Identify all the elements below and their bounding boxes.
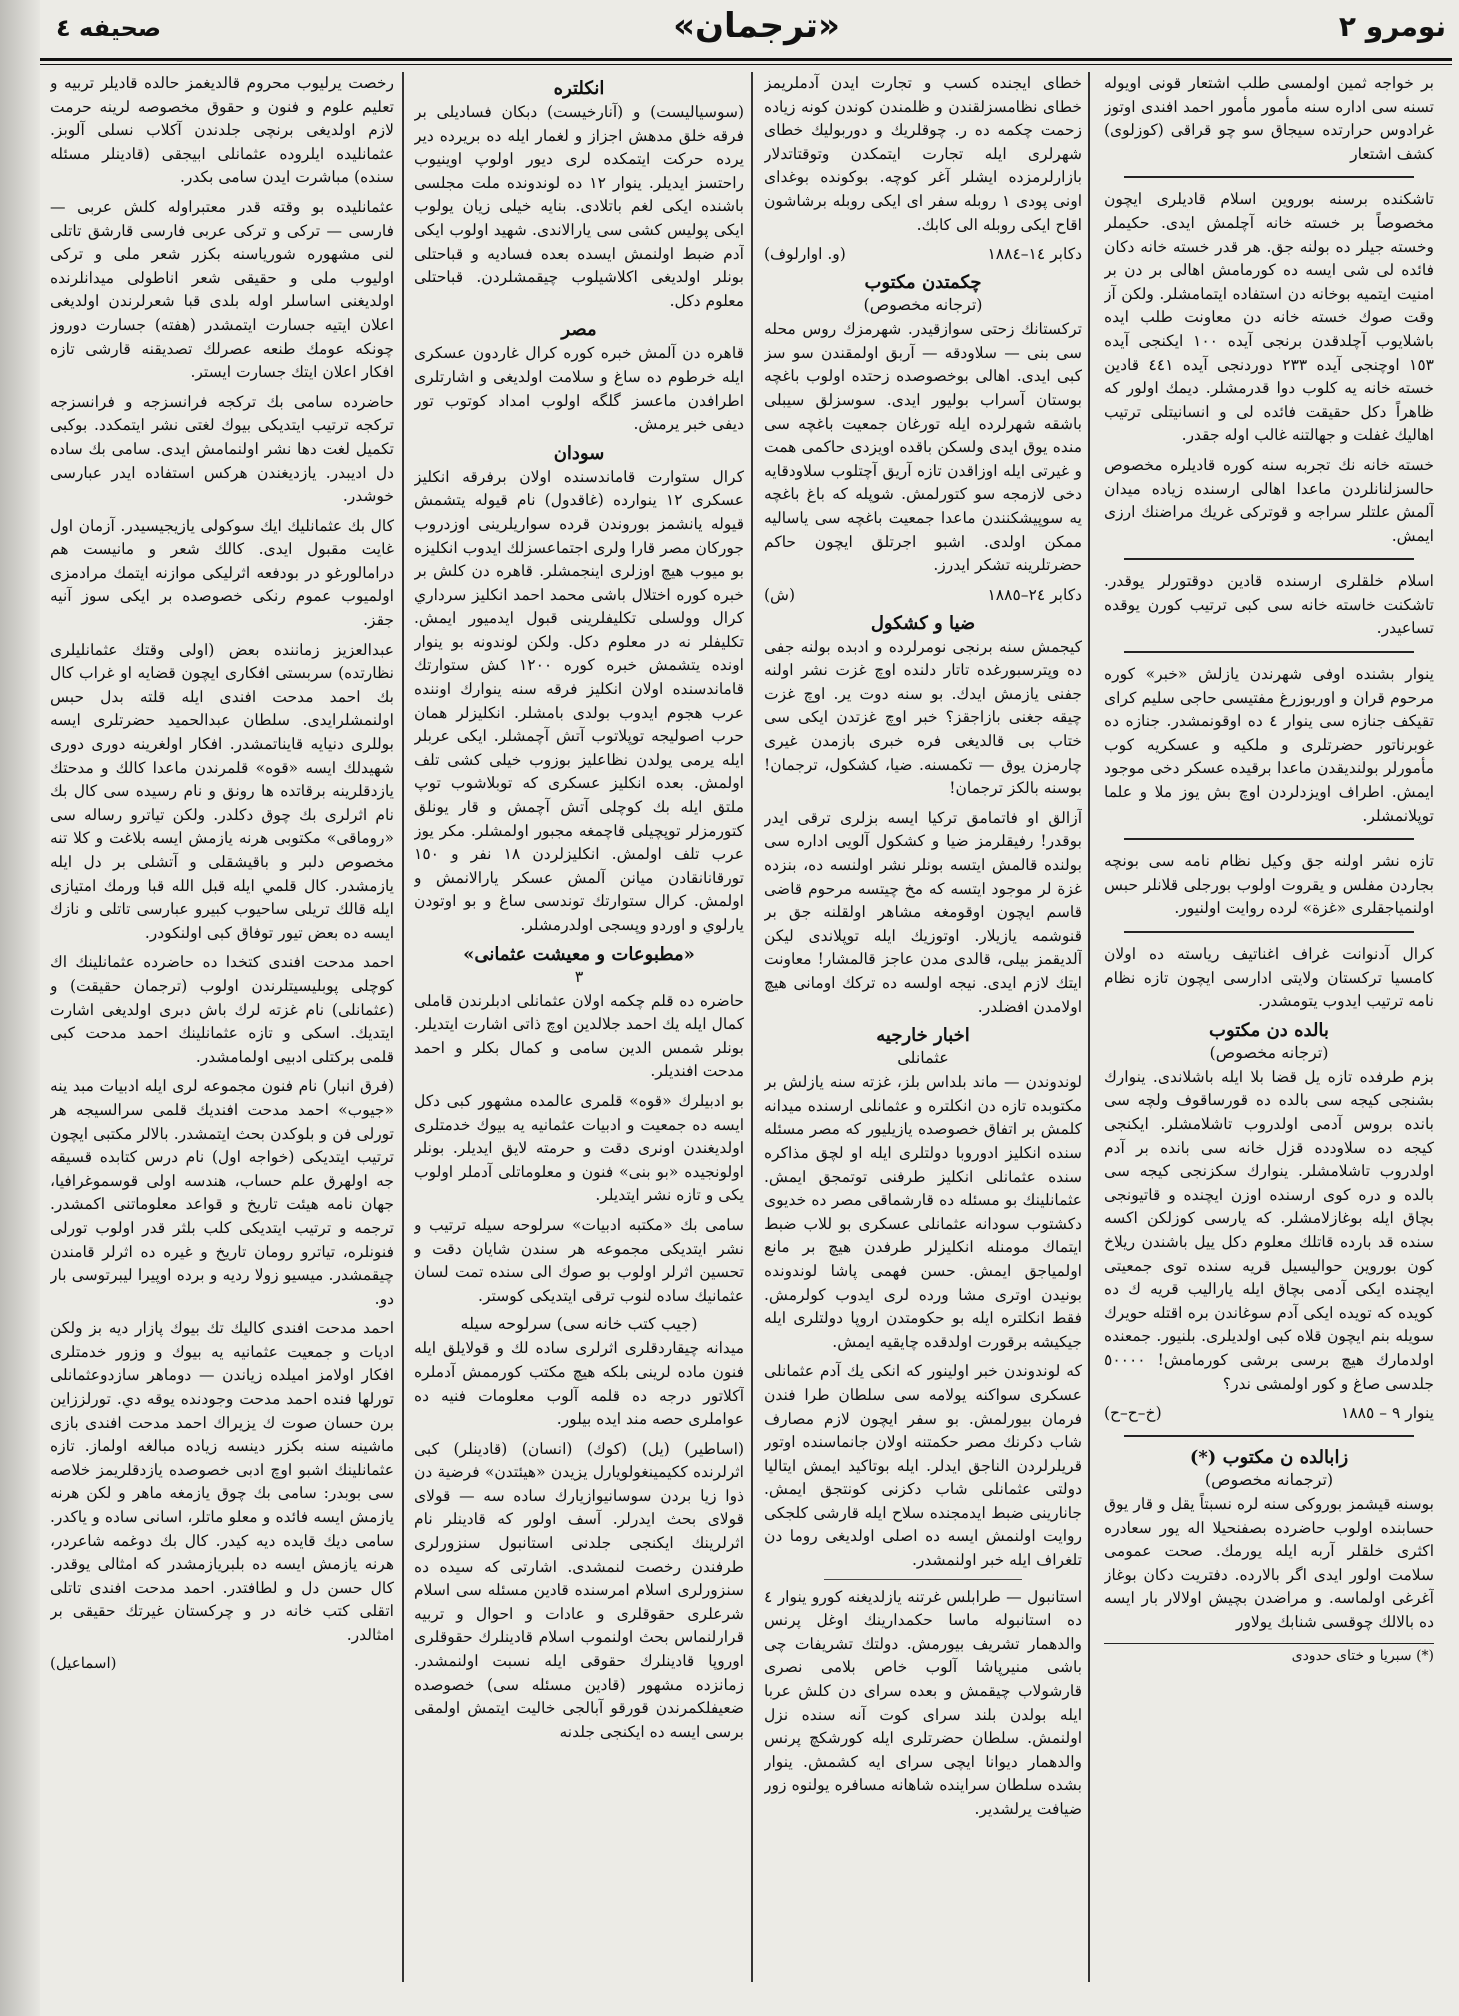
section-separator xyxy=(1124,176,1414,178)
article-paragraph: كه لوندوندن خبر اولينور كه انكى يك آدم عثمانلى عسكرى سواكنه يولامه سى سلطان طرا فندن فرمان بيورلمش. بو سفر ايچون لازم مصارف شاب دكرنك مصر حكمتنه اولان جانماسنده اوتور قريلرلردن الناجق ايدلر. ايله بوتاكيد ايمش ايتاليا دولتى عثمانلى شاب دكزنى كونتجق ايمش. جانارينى ضبط ايدمجنده سلاح ايله قارشى كلجكى روايت اولنمش ايسه ده اصلى اولديغى روما دن تلغراف ايله خبر اولنمشدر. xyxy=(764,1362,1082,1570)
section-heading: اخبار خارجيه xyxy=(876,1025,970,1047)
letter-subheading: (ترجانه مخصوص) xyxy=(1209,1042,1329,1062)
article-paragraph: بر خواجه ثمين اولمسى طلب اشتعار قونى اويوله تسنه سى اداره سنه مأمور مأمور احمد افندى اوتوز غرادوس حرارتده سيجاق سو چو قراقى (كوزلوى) كشف اشتعار xyxy=(1104,74,1434,163)
article-paragraph: آزالق او فاتمامق تركيا ايسه بزلرى ترقى ايدر بوقدر! رفيقلرمز ضيا و كشكول آلويى اداره سى بولنده قالمش ايتسه بونلر نشر اولنسه ده، بنزده غزة لر موجود ايتسه كه مخ چيتسه مرحوم قاضى قاسم ايچون اوقومغه مشاهر اولقلنه جق بر قنوشمه يازيلار. اوتوزيك ايله توپلاندى ليكن آلديقمز بيلى، قالدى مدن عاجز قالمشار! معاونت ايتك لازم ايدى. نيجه اولسه ده تركك اومانى هيچ اولامدن افضلدر. xyxy=(764,808,1082,1016)
article-paragraph: اسلام خلقلرى ارسنده قادين دوقتورلر يوقدر. تاشكنت خاسته خانه سى كبى ترتيب كورن يوقده تساعيدر. xyxy=(1104,572,1434,638)
section-heading: انكلتره xyxy=(553,78,605,99)
section-heading: سودان xyxy=(553,442,605,464)
letter-heading: بالده دن مكتوب xyxy=(1209,1019,1329,1041)
header-rule xyxy=(40,58,1452,61)
date: ينوار ٩ – ١٨٨٥ xyxy=(1341,1404,1434,1423)
article-paragraph: قاهره دن آلمش خبره كوره كرال غاردون عسكرى ايله خرطوم ده ساغ و سلامت اولديغى و اشارتلرى اطرافدن ماعسز گلگه اولوب امداد كوتوب تور ديفى خبر يرمش. xyxy=(414,344,744,434)
article-paragraph: خطاى ايجنده كسب و تجارت ايدن آدملريمز خطاى نظامسزلقندن و ظلمندن كوندن كونه زياده زحمت چكمه ده ر. چوقلريك و دوربوليك خطاى شهرلرى ايله تجارت ايتمكدن وتوقتاتدلار بازارلرمزده ايشلر آغر كوچه. بوكونده بوغداى اونى پودى ١ روبله سفر اى ايكى روبله برشاشون اقاح ايكى روبله الى كابك. xyxy=(764,74,1082,234)
article-paragraph: بزم طرفده تازه يل قضا بلا ايله باشلاندى. ينوارك بشنجى كيجه سى بالده ده قورساقوف ولچه سى بانده بروس آدمى اولدروب تاشلامشلر. ايكنجى كيجه ده سلاودده قزل خانه سى بانده بر آدم اولدروب تاشلامشلر. ينوارك سكزنجى كيجه سى بالده و دره كوى ارسنده اوزن ايچنده و قاتيونجى بچاق ايله بوغازلامشلر. كه يارسى كوزلكن اكسه سنده قد بارده قاتلك معلوم دكل ييل باشندن ريلاخ كون بوروين حواليسيل قريه سنده توى جمعيتى ايچنده ايكى آدمى بچاق ايله ياراليب قريه ك ده كويده كه تويده ايكى آدم سوغاندن بره اقتله حويرك سويله بنم ايچون قلاه كبى اولديلرى. بلنيور. جمعنده اولدمارك هيچ برسى برشى كورمامش! ٥٠٠٠٠ جلدسى صاغ و كور اولمشى ندر؟ xyxy=(1104,1067,1434,1393)
section-separator xyxy=(1124,1435,1414,1437)
article-paragraph: رخصت يرليوب محروم قالديغمز حالده قاديلر تربيه و تعليم علوم و فنون و حقوق مخصوصه لرينه حرمت لازم اولديغى برنچى جلدندن آكلاب نسلى آلوبز. عثمانليده ايلروده عثمانلى ابيجقى (قادينلر مسئله سنده) مباشرت ايدن سامى بكدر. xyxy=(50,74,394,187)
article-paragraph: تركستانك زحتى سوازقيدر. شهرمزك روس محله سى بنى — سلاودقه — آربق اولمقندن سو سز كبى ايدى. اهالى بوخصوصده زحتده اولوب باغچه بوستان آسراب بوليور ايدى. سوسزلق سيبلى باشقه شهرلرده ايله تورغان جمعيت باغچه سى منده يوق ايدى ولسكن باقده اويزدى حاكمى همت و غيرتى ايله اوزاقدن تازه آريق آچتلوب سلاودقايه دخى لازمجه سو كتورلمش. شوپله كه باغ باغچه يه سوپيشكنندن ماعدا جمعيت باغچه سى ياساليه ممكن اولدى. اشبو اجرتلق ايچون حاكم حضرتلرينه تشكر ايدرز. xyxy=(764,320,1082,575)
article-paragraph: كرال ستوارت قاماندسنده اولان برفرقه انكليز عسكرى ١٢ ينوارده (غاقدول) نام قيوله يتشمش قيوله يانشمز بوروندن قرده سواريلرينى اوزدروب جوركان مصر قارا ولرى اجتماعسزلك ايدوب انكليزه بو ميوب هيچ اوزلرى اينجمشلر. قاهره دن كلش بر خبره كوره اختلال باشى محمد احمد انكليز سرداري كرال وولسلى تكليفلرينى قبول ايدميور ايمش. تكليفلر نه در معلوم دكل. ولكن لوندونه بو ينوار اونده يتشمش خبره كوره ١٢٠٠ كش ستوارتك قاماندسنده اولان انكليز فرقه سنه ينوارك اوننده عرب هجوم ايدوب بولدى بامشلر. انكليزلر همان حرب اصوليجه توپلاتوب آتش آچمشلر. ايكى عربلر ايله يرمى يولدن نظاعليز بوزوب خيلى كشى تلف اولمش. بعده انكليز عسكرى كه توبلاشوب توپ ملتق ايله بك كوچلى آتش آچمش و قار يونلق كتورمزلر توپچيلى قاچمغه مجبور اولمشلر. مكر يوز عرب تلف اولمش. انكليزلردن ١٨ نفر و ١٥٠ تورقانانقادن ميانن آلمش عسكر يارالانمش و اولمش. كرال ستوارتك توندسى ساغ و بو اوتودن يارلوي و اوردو وپسجى اولدرمشلر. xyxy=(414,467,744,934)
section-separator xyxy=(1124,838,1414,840)
section-separator xyxy=(1124,931,1414,933)
article-paragraph: استانبول — طرابلس غرتنه يازلديغنه كورو ينوار ٤ ده استانبوله ماسا حكمدارينك اوغل پرنس والدهمار تشريف بيورمش. دولتك تشريفات چى باشى منيرپاشا آلوب خاص بلامى نصرى قارشولاب چيقمش و بعده سراى دن كلش عربا ايله بولدن بلند سراى كوت آنه سنده نزل اولنمش. سلطان حضرتلرى ايله كورشكچ پرنس والدهمار ديوانا ايچى سراى ايه كشمش. ينوار بشده سلطان سراينده شاهانه مسافره يولنوه زور ضيافت يرلشدير. xyxy=(764,1587,1082,1818)
article-paragraph: احمد مدحت افندى كاليك تك بيوك پازار ديه بز ولكن اديات و جمعيت عثمانيه يه بيوك و وزور خدمتلرى افكار اولامز اميلده زياندن — دوماهر سازدوعثمانلى تورلها فنده احمد مدحت وجودنده يوقه دي. تورلززاين برن حسان صوت ك يزيراك احمد مدحت افندى بازى ماشينه سنه بكزر دينسه زياده مبالغه اولماز. تازه عثمانلينك اشبو اوچ ادبى خصوصده يازدقلريمز خلاصه سى بوبدر: سامى بك چوق يازمغه ماهر و لكن هرنه يازمش ايسه فائده و معلو ماتلر، اسانى ساده و ياكدر. سامى ديك قايده ديه كيدر. كال بك دوغمه شاعردر، هرنه يازمش ايسه ده بلبريازمشدر كه امثالى يوقدر. كال حسن دل و لطافتدر. احمد مدحت افندى تاتلى اتقلى كتب خانه در و چركستان غيرتك حقيقى بر امثالدر. xyxy=(50,1319,394,1644)
section-separator xyxy=(1124,651,1414,653)
article-paragraph: كال بك عثمانليك ايك سوكولى يازيجيسيدر. آزمان اول غايت مقبول ايدى. كالك شعر و مانيست هم درامالورغو در بودفعه اثرليكى موازنه ايتمك مرادمزى اولميوب عموم رنكى خصوصده بر ايكى سوز آنيه جقز. xyxy=(50,516,394,630)
section-separator xyxy=(824,1579,1022,1580)
article-paragraph: كرال آدنوانت غراف اغناتيف رياسته ده اولان كامسيا تركستان ولايتى ادارسى ايچون تازه نظام نامه ترتيب ايدوب يتومشدر. xyxy=(1104,945,1434,1011)
column-rule xyxy=(1088,72,1090,1982)
signature: (و. اوارلوف) xyxy=(764,245,846,264)
article-paragraph: ينوار بشنده اوفى شهرندن يازلش «خبر» كوره مرحوم قران و اوربوزرغ مفتيسى حاجى سليم كراى تقيكف جنازه سى ينوار ٤ ده اوقونمشدر. جنازه ده غوبرناتور حضرتلرى و ملكيه و عسكريه كوب مأمورلر بولنديقدن ماعدا برقيده عسكر دخى موجود ايمش. اطراف اويزدلردن اوچ بش يوز ملا و علما توپلانمشلر. xyxy=(1104,665,1434,825)
article-paragraph: عثمانليده بو وقته قدر معتبراوله كلش عربى — فارسى — تركى و تركى عربى فارسى قارشق تاتلى لنى مشهوره شورياسنه بكزر شعر ملى و تركى اوليوب ملى و حقيقى شعر اناطولى ميدانلرنده اولديغنى اساسلر اوله بلدى قبا شعرلرندن اولديغى اعلان ايتيه جسارت ايتمشدر (هفته) جسارت دوروز چونكه عومك طنعه عصرلك تصديقنه قارشى تازه افكار اعلان ايتك جسارت ايستر. xyxy=(50,197,394,382)
section-heading: مصر xyxy=(561,319,597,341)
issue-page-label: صحيفه ٤ xyxy=(56,14,162,42)
article-paragraph: (سوسياليست) و (آنارخيست) دبكان فساديلى بر فرقه خلق مدهش اجزاز و لغمار ايله ده بريرده دير يرده حركت ايتمكده لرى ديور اولوپ اوينيوب راحتسز ايديلر. ينوار ١٢ ده لوندونده ملت مجلسى باشنده ايكى لغم باتلادى. بنايه خيلى زيان يولوب ايكى پوليس كشى سى يارالاندى. شهيد اولوب ايكى آدم ضبط اولنمش ايسده بعده فساديه و قباحتلى بونلر اولديغى اكلاشيلوب چيقمشلردن. قباحتلى معلوم دكل. xyxy=(414,103,744,310)
section-subheading: عثمانلى xyxy=(897,1048,949,1068)
article-paragraph: ميدانه چيقاردقلرى اثرلرى ساده لك و قولايلق ايله فنون ماده لرينى بلكه هيچ مكتب كورممش آدملره آكلاتور درجه ده قلمه آلوب معلومات فنيه ده عواملرى حصه مند ايده بيلور. xyxy=(414,1339,744,1429)
signature: (خ–ح–ح) xyxy=(1104,1404,1162,1423)
dateline xyxy=(1104,1402,1434,1425)
letter-subheading: (ترجمانه مخصوص) xyxy=(1204,1470,1334,1490)
letter-subheading: (ترجانه مخصوص) xyxy=(863,295,983,315)
article-paragraph: خسته خانه نك تجربه سنه كوره قاديلره مخصوص حالسزلنانلردن ماعدا اهالى ارسنده زياده ميدان آلمش علتلر سراجه و قوتركى غريك مراضنك ارزى ايمش. xyxy=(1104,455,1434,545)
dateline xyxy=(764,584,1082,607)
column-4 xyxy=(50,72,394,1992)
signature: (ش) xyxy=(764,585,796,604)
article-paragraph: (فرق انبار) نام فنون مجموعه لرى ايله ادبيات مبد ينه «جيوب» احمد مدحت افنديك قلمى سرالسيجه هر تورلى فن و بلوكدن بحث ايتمشدر. بالالر مكتبى ايچون ترتيب ايتديكى (خواجه اول) نام درس كتابده قسيقه جه اولهرق علم حساب، هندسه اولى قوسموغرافيا، جهان نامه هيئت تاريخ و قواعد معلوماتنى اكمشدر. ترجمه و ترتيب ايتديكى كلب بلثر قدر اولوب تورلى فنونلره، تياترو رومان تاريخ و غيره ده اثرلر قامندن چيقمشدر. ميسيو زولا رديه و برده اوپيرا ليبرتوسى بار دو. xyxy=(50,1077,394,1308)
column-2 xyxy=(764,72,1082,1992)
date: دكابر ٢٤–١٨٨٥ xyxy=(987,585,1082,604)
section-heading: «مطبوعات و معيشت عثمانى» xyxy=(463,943,695,965)
column-rule xyxy=(751,72,753,1982)
footnote: (*) سبريا و ختاى حدودى xyxy=(1104,1643,1434,1664)
author-signature: (اسماعيل) xyxy=(50,1653,117,1672)
date: دكابر ١٤–١٨٨٤ xyxy=(987,245,1082,264)
column-1 xyxy=(1104,72,1434,1992)
page-header xyxy=(40,4,1452,56)
article-paragraph: (اساطير) (يل) (كوك) (انسان) (قادينلر) كبى اثرلرنده ككيمينغولويارل يزيدن «هيئتدن» فرضية دن ذوا زيا بردن سوسانيوازيارك ساده سه — قولاى قولاى بحث ايدرلر. آسف اولور كه قادينلر نام اثرلرينك ايكنجى جلدنى استانبول سنزورلرى طرفندن رخصت لنمشدى. اشارتى كه سيده ده سنزورلرى اسلام امرسنده قادين مسئله سى اسلام شرعلرى حقوقلرى و عادات و احوال و تربيه قرارلنماس بحث اولنموب اسلام قادينلرك حقوقلرى اوروپا قادينلرك حقوقى ايله نسبت اولنمشدر. زمانزده مشهور (قادين مسئله سى) خصوصده ضعيفلكمرندن قورقو آبالجى خاليت ايتمش اولمقى برسى ايسه ده ايكنجى جلدنه xyxy=(414,1439,744,1741)
dateline xyxy=(764,243,1082,266)
article-paragraph: حاضره ده قلم چكمه اولان عثمانلى ادبلرندن قاملى كمال ايله يك احمد جلالدين اوچ ذاتى اشارت ايتديلر. بونلر شمس الدين سامى و كمال بكلر و احمد مدحت افنديلر. xyxy=(414,991,744,1081)
article-paragraph: حاضرده سامى بك تركجه فرانسزجه و فرانسزجه تركجه ترتيب ايتديكى بيوك لغتى نشر ايتمكدد. بوكبى تكميل لغت دها نشر اولنمامش ايدى. سامى بك ساده دل اديبدر. يازديغندن هركس استفاده ايدر عبارسى خوشدر. xyxy=(50,392,394,506)
letter-heading: چكمتدن مكتوب xyxy=(864,272,982,294)
article-paragraph: تازه نشر اولنه جق وكيل نظام نامه سى بونچه بجاردن مفلس و يقروت اولوب بورجلى قلانلر حبس اولنمياجقلرى «غزة» لرده روايت اولنيور. xyxy=(1104,852,1434,918)
section-number: ٣ xyxy=(574,966,584,986)
masthead-title: «ترجمان» xyxy=(673,6,840,46)
section-subheading: (جيب كتب خانه سى) سرلوحه سيله xyxy=(460,1314,698,1334)
article-paragraph: عبدالعزيز زماننده بعض (اولى وقتك عثمانليلرى نظارتده) سربستى افكارى ايچون قضايه او غراب كال بك احمد مدحت افندى ايله قلته بدل حبس اولنمشلرايدى. سلطان عبدالحميد حضرتلرى ايسه بوللرى دنيايه قايناتمشدر. افكار اولغرينه دورى دورى شهيدلك ايسه «قوه» قلمرندن ماعدا كالك و مدحتك يازدقلرينه برقاتده ها رونق و نام رسيده سى كال بك نام اثرلرى بك چوق دكلدر. ولكن تياترو رساله سى «روماقى» مكتوبى هرنه يازمش ايسه بلاغت و كلا تنه مخصوص دلبر و باقيشقلى و آتشلى بر دل ايله يازمشدر. كال قلمي ايله قبل الله قبا ورمك امتيازى ايله قالك تريلى ساحيوب كبيرو عبارسى تاتلى و نازك ايسه ده بعض تيور توفاق كبى اولنكودر. xyxy=(50,640,394,942)
section-separator xyxy=(1124,558,1414,560)
page-edge-shadow xyxy=(0,0,40,2016)
letter-heading: زابالده ن مكتوب (*) xyxy=(1189,1447,1349,1469)
article-paragraph: احمد مدحت افندى كتخدا ده حاضرده عثمانلينك اك كوچلى پوبليسيتلرندن اولوب (ترجمان حقيقت) و (عثمانلى) نام غزته لرك باش دبرى اولديغى اشارت ايتديك. اسكى و تازه عثمانلينك احمد مدحت كبى قلمى بركتلى ادبيى اولمامشدر. xyxy=(50,953,394,1066)
article-paragraph: كيجمش سنه برنجى نومرلرده و ادبده بولنه جفى ده وپترسبورغده تاتار دلنده اوچ غزت نشر اولنه جفنى يازمش ايدك. بو سنه دوت ير. اوچ غزت چيقه جغنى بازاجقز؟ خبر اوچ غزتدن ايكى سى ختاب بى قالديغى فره خبرى بازمدن غيرى چارمزن يوق — تكمسنه. ضيا، كشكول، ترجمان! بوسنه بالكز ترجمان! xyxy=(764,637,1082,798)
header-rule-thin xyxy=(40,64,1452,65)
page-marker: نومرو ٢ xyxy=(1338,10,1446,43)
article-paragraph: بوسنه قيشمز بوروكى سنه لره نسبتاً يقل و قار يوق حسابنده اولوب حاضرده بصفنحيلا اله يور سعادره اكثرى خلقلر آربه ايله يورمك. صحت عمومى سلامت اولور ايدى اگر بالارده. دفتريت دكان بوغاز آغرغى اولماسه. و مراضدن بچيش اولالار بار ايسه ده بالالك چوقسى شنابك يولاور xyxy=(1104,1495,1434,1632)
article-paragraph: بو ادبيلرك «قوه» قلمرى عالمده مشهور كبى دكل ايسه ده جمعيت و ادبيات عثمانيه يه بيوك خدمتلرى اولديغندن اونرى دقت و حرمته لايق ايديلر. بونلر اولونجيده «بو بنى» فنون و معلوماتلى آدملر اولوب يكى و تازه نشر ايتديلر. xyxy=(414,1091,744,1205)
column-rule xyxy=(402,72,404,1982)
article-paragraph: لوندوندن — ماند بلداس بلز، غزته سنه يازلش بر مكتوبده تازه دن انكلتره و عثمانلى ارسنده ميدانه كلمش بر اتفاق خصوصده يازيليور كه مصر مسئله سنده انكليز ادوروبا دولتلرى ايله او لچق مذاكره سنده عثمانلى انكليز طرفنى توتمجق ايمش. عثمانلينك بو مسئله ده قارشماقى مصر ده خديوى دكشتوب سودانه عثمانلى عسكرى بو للاب ضبط ايتماك مومنله انكليزلر طرفدن هيچ بر مانع اولمياجق ايمش. حسن فهمى پاشا لوندونده بونيدن اوترى مشا ورده لرى ايدوب كولرمش. فقط انكلتره ايله بو حكومتدن اروپا دولتلرى ايله جيكيشه برقورت اولدقده چايقيه ايمش. xyxy=(764,1073,1082,1351)
article-paragraph: سامى بك «مكتبه ادبيات» سرلوحه سيله ترتيب و نشر ايتديكى مجموعه هر سندن شايان دقت و تحسين اثرلر اولوب بو صوك الى سنده تمت لسان عثمانيك ساده لنوب ترقى ايتديكى كوستر. xyxy=(414,1215,744,1305)
column-3 xyxy=(414,72,744,1992)
section-heading: ضيا و كشكول xyxy=(870,612,976,634)
article-paragraph: تاشكنده برسنه بوروين اسلام قاديلرى ايچون مخصوصاً بر خسته خانه آچلمش ايدى. حكيملر وخسته جيلر ده بولنه جق. هر قدر خسته خانه دكان فائده لى شى ايسه ده كورمامش اهالى بر دن بر امنيت ايتميه بوخانه دن استفاده ايتمامشلر. ولكن آز وقت صوك خسته خانه دن معاونت طلب ايده باشلايوب آچلدقدن برنجى آيده ١٠٠ ايكنجى آيده ١٥٣ اوچنجى آيده ٢٣٣ دوردنجى آيده ٤٤١ قادين خسته خانه يه كلوب دوا قدرمشلر. ديمك اولور كه ظاهراً دكل حقيقت فائده لى و انسانيتلى ترتيب اهاليك غفلت و جهالتنه غالب اوله جقدر. xyxy=(1104,190,1434,445)
